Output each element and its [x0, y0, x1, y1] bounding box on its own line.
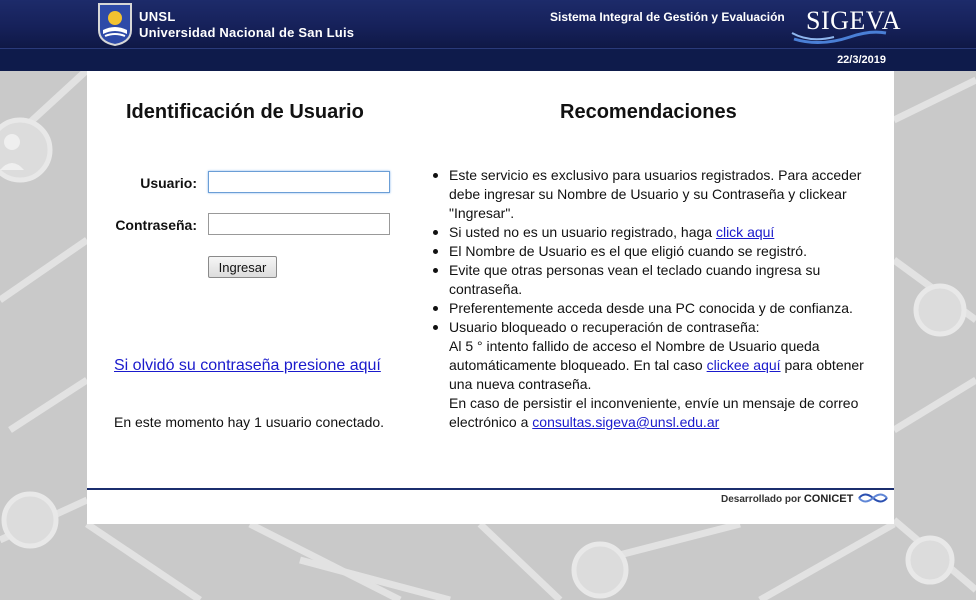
current-date: 22/3/2019: [837, 54, 886, 66]
conicet-logo-icon: [857, 491, 889, 505]
list-item: [431, 299, 891, 318]
sigeva-brand: SIGEVA: [806, 6, 901, 35]
system-name: Sistema Integral de Gestión y Evaluación: [550, 10, 785, 24]
password-label: Contraseña:: [115, 217, 197, 233]
main-panel: [87, 71, 894, 524]
date-bar: [0, 48, 976, 71]
register-link[interactable]: click aquí: [715, 224, 775, 240]
username-input[interactable]: [208, 171, 390, 193]
list-item: [431, 242, 891, 261]
university-short-name: UNSL: [139, 9, 176, 24]
footer-credit: [721, 493, 853, 505]
recommendations-title: Recomendaciones: [560, 101, 737, 123]
university-name: Universidad Nacional de San Luis: [139, 25, 355, 40]
top-header: [0, 0, 976, 48]
list-item: [431, 261, 891, 299]
recommendation-text: Si usted no es un usuario registrado, haga: [449, 224, 716, 240]
footer-divider: [87, 488, 894, 490]
developer-name: CONICET: [803, 493, 854, 505]
recommendation-text: El Nombre de Usuario es el que eligió cuando se registró.: [449, 243, 807, 259]
recommendation-text: Usuario bloqueado o recuperación de contraseña:: [449, 319, 760, 335]
recommendation-text: En caso de persistir el inconveniente, envíe un mensaje de correo electrónico a: [449, 395, 859, 430]
unlock-account-link[interactable]: clickee aquí: [706, 357, 781, 373]
recommendation-text: Preferentemente acceda desde una PC conocida y de confianza.: [449, 300, 853, 316]
recommendation-text: para obtener una nueva contraseña.: [449, 357, 864, 392]
forgot-password-link[interactable]: Si olvidó su contraseña presione aquí: [114, 357, 381, 374]
recommendations-list: [431, 166, 891, 432]
list-item: [431, 318, 891, 432]
online-users-status: En este momento hay 1 usuario conectado.: [114, 414, 385, 430]
recommendation-text: Al 5 ° intento fallido de acceso el Nombre de Usuario queda automáticamente bloqueado. En tal caso: [449, 338, 820, 373]
support-email-link[interactable]: consultas.sigeva@unsl.edu.ar: [532, 414, 720, 430]
login-title: Identificación de Usuario: [126, 101, 364, 123]
login-button[interactable]: Ingresar: [208, 256, 277, 278]
username-label: Usuario:: [140, 175, 197, 191]
developed-by-label: Desarrollado por: [721, 494, 802, 505]
password-input[interactable]: [208, 213, 390, 235]
unsl-logo-icon: [97, 2, 133, 46]
recommendation-text: Este servicio es exclusivo para usuarios registrados. Para acceder debe ingresar su Nombre de Usuario y su Contraseña y clickear "Ingresar".: [449, 167, 862, 221]
list-item: [431, 166, 891, 223]
recommendation-text: Evite que otras personas vean el teclado cuando ingresa su contraseña.: [449, 262, 821, 297]
list-item: [431, 223, 891, 242]
